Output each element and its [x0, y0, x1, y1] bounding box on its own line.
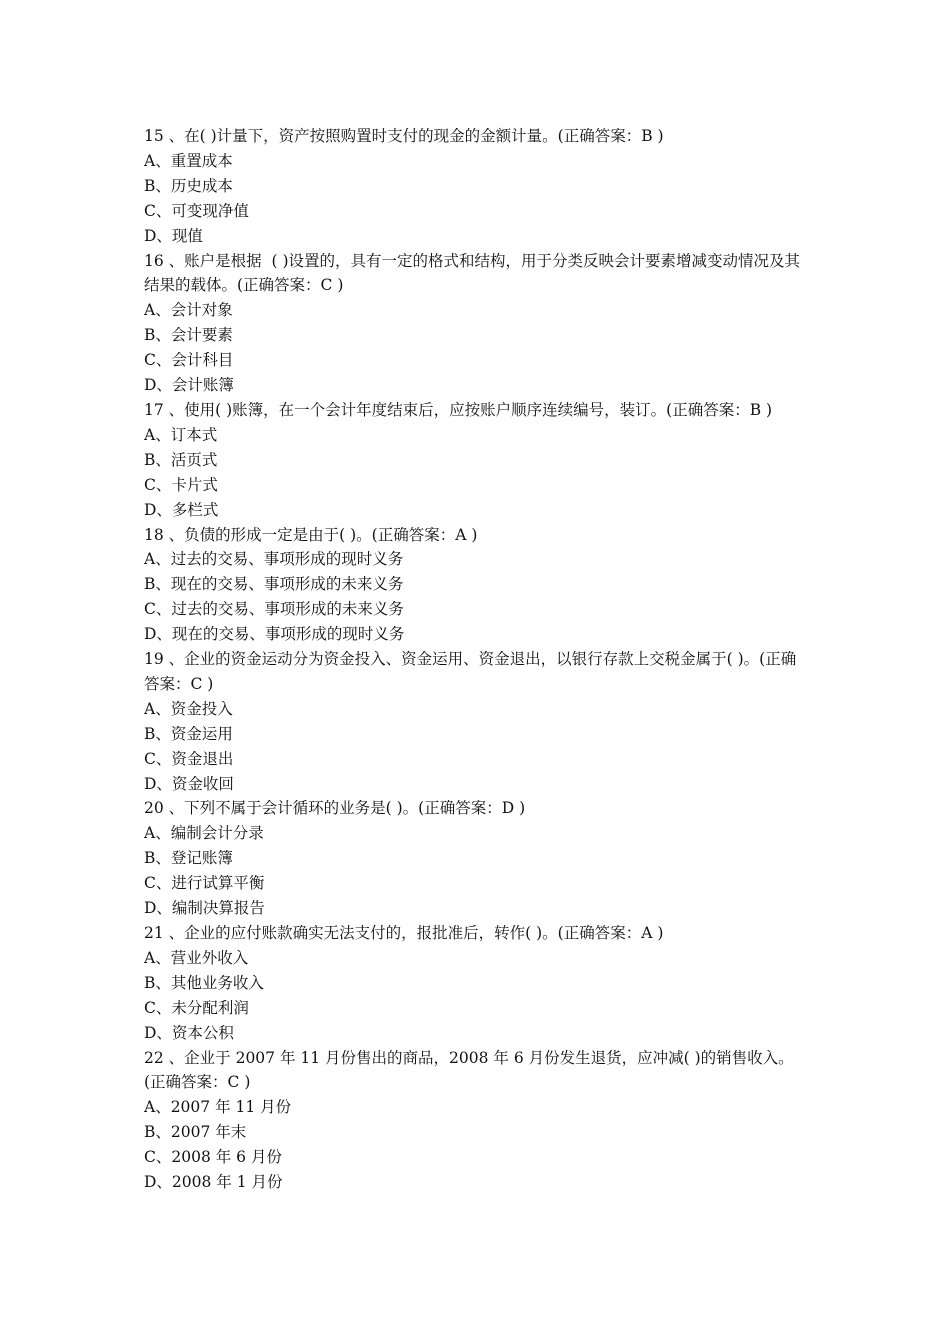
answer-option: B、会计要素: [144, 326, 233, 345]
answer-option: D、多栏式: [144, 500, 219, 519]
answer-option: B、其他业务收入: [144, 973, 264, 992]
answer-option: A、2007 年 11 月份: [144, 1098, 292, 1117]
answer-option: C、进行试算平衡: [144, 874, 265, 893]
question-text: 17 、使用( )账簿，在一个会计年度结束后，应按账户顺序连续编号，装订。(正确答案：B ): [144, 400, 773, 419]
question-text: 22 、企业于 2007 年 11 月份售出的商品，2008 年 6 月份发生退货，应冲减( )的销售收入。(正确答案：C ): [144, 1048, 794, 1092]
answer-option: A、资金投入: [144, 699, 233, 718]
answer-option: C、资金退出: [144, 749, 234, 768]
answer-option: C、可变现净值: [144, 201, 249, 220]
answer-option: C、2008 年 6 月份: [144, 1148, 282, 1167]
question-block: [144, 647, 808, 796]
answer-option: C、未分配利润: [144, 998, 249, 1017]
question-text: 18 、负债的形成一定是由于( )。(正确答案：A ): [144, 525, 478, 544]
answer-option: D、现在的交易、事项形成的现时义务: [144, 625, 405, 644]
answer-option: C、卡片式: [144, 475, 218, 494]
answer-option: C、会计科目: [144, 351, 234, 370]
question-block: [144, 796, 808, 921]
answer-option: A、订本式: [144, 425, 218, 444]
question-block: [144, 523, 808, 648]
answer-option: D、编制决算报告: [144, 899, 265, 918]
answer-option: D、会计账簿: [144, 376, 234, 395]
answer-option: B、登记账簿: [144, 849, 233, 868]
answer-option: A、会计对象: [144, 301, 233, 320]
answer-option: A、重置成本: [144, 151, 233, 170]
question-text: 16 、账户是根据 ( )设置的，具有一定的格式和结构，用于分类反映会计要素增减变动情况及其结果的载体。(正确答案：C ): [144, 251, 801, 295]
answer-option: D、现值: [144, 226, 203, 245]
answer-option: B、现在的交易、事项形成的未来义务: [144, 575, 404, 594]
answer-option: B、资金运用: [144, 724, 233, 743]
question-block: [144, 249, 808, 398]
question-text: 21 、企业的应付账款确实无法支付的，报批准后，转作( )。(正确答案：A ): [144, 924, 664, 942]
answer-option: D、资金收回: [144, 774, 234, 793]
answer-option: D、资本公积: [144, 1023, 234, 1042]
question-block: [144, 124, 808, 249]
question-block: [144, 1046, 808, 1195]
document-body: [144, 124, 808, 1195]
answer-option: B、活页式: [144, 450, 218, 469]
answer-option: C、过去的交易、事项形成的未来义务: [144, 600, 404, 619]
answer-option: B、2007 年末: [144, 1123, 247, 1142]
answer-option: A、营业外收入: [144, 948, 249, 967]
answer-option: B、历史成本: [144, 176, 233, 195]
question-text: 20 、下列不属于会计循环的业务是( )。(正确答案：D ): [144, 799, 526, 818]
question-text: 19 、企业的资金运动分为资金投入、资金运用、资金退出，以银行存款上交税金属于( )。(正确答案：C ): [144, 650, 797, 693]
answer-option: D、2008 年 1 月份: [144, 1173, 283, 1192]
question-block: [144, 398, 808, 523]
answer-option: A、编制会计分录: [144, 824, 264, 843]
question-block: [144, 921, 808, 1046]
question-text: 15 、在( )计量下，资产按照购置时支付的现金的金额计量。(正确答案：B ): [144, 127, 664, 145]
answer-option: A、过去的交易、事项形成的现时义务: [144, 550, 404, 569]
